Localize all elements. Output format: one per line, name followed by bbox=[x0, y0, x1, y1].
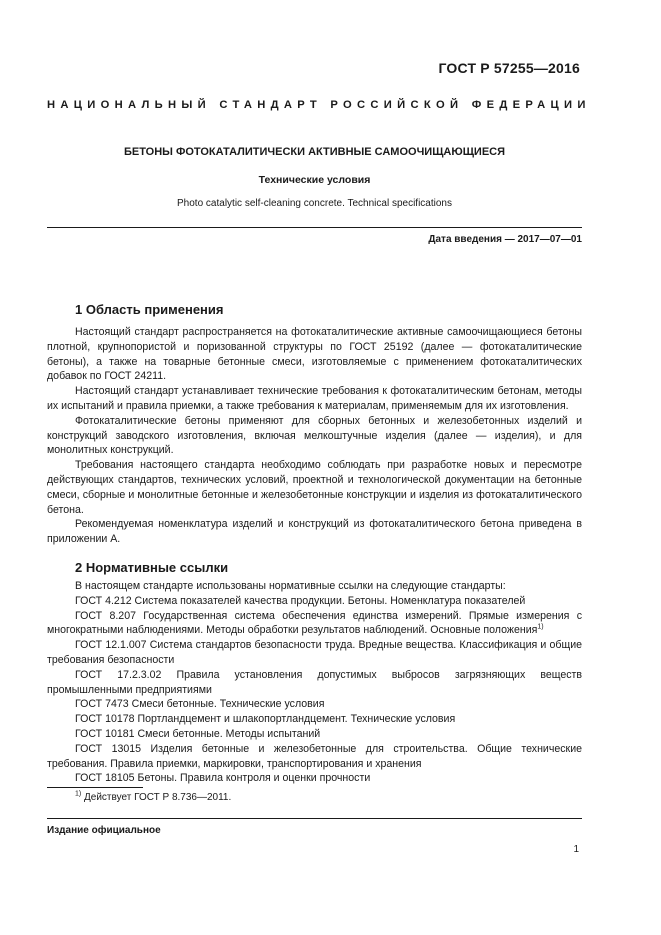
paragraph: Фотокаталитические бетоны применяют для сборных бетонных и железобетонных изделий и конструкций заводского изготовления, включая мелкоштучные изделия (далее — изделия), и для монолитных конструкций. bbox=[47, 414, 582, 457]
paragraph: Требования настоящего стандарта необходимо соблюдать при разработке новых и пересмотре действующих стандартов, технических условий, проектной и технологической документации на бетонные смеси, сборные и монолитные бетонные и железобетонные конструкции и изделия из фотокаталитического бетона. bbox=[47, 459, 582, 516]
footnote: $^{1)}$ Действует ГОСТ Р 8.736—2011. bbox=[75, 790, 232, 803]
footnote-divider bbox=[47, 787, 143, 788]
footnote-reference: 1) bbox=[537, 623, 544, 631]
reference-item: ГОСТ 10181 Смеси бетонные. Методы испытаний bbox=[75, 727, 321, 740]
page-number: 1 bbox=[573, 844, 579, 855]
header-divider bbox=[47, 227, 582, 228]
footnote-mark: 1) bbox=[75, 790, 82, 798]
document-code: ГОСТ Р 57255—2016 bbox=[438, 60, 580, 76]
section-2-heading: 2 Нормативные ссылки bbox=[75, 560, 229, 575]
reference-item: ГОСТ 4.212 Система показателей качества продукции. Бетоны. Номенклатура показателей bbox=[75, 594, 526, 607]
reference-item: ГОСТ 18105 Бетоны. Правила контроля и оценки прочности bbox=[75, 772, 371, 785]
section-1-heading: 1 Область применения bbox=[75, 302, 224, 317]
english-title: Photo catalytic self-cleaning concrete. Technical specifications bbox=[177, 198, 452, 209]
footer-divider bbox=[47, 818, 582, 819]
reference-item: ГОСТ 10178 Портландцемент и шлакопортландцемент. Технические условия bbox=[75, 713, 456, 726]
document-subtitle: Технические условия bbox=[258, 174, 371, 186]
reference-item: ГОСТ 7473 Смеси бетонные. Технические условия bbox=[75, 698, 325, 711]
section-2-body bbox=[47, 579, 582, 786]
reference-item: ГОСТ 17.2.3.02 Правила установления допустимых выбросов загрязняющих веществ промышленными предприятиями bbox=[47, 668, 582, 696]
section-1-body bbox=[47, 325, 582, 547]
national-standard-banner: НАЦИОНАЛЬНЫЙ СТАНДАРТ РОССИЙСКОЙ ФЕДЕРАЦИИ bbox=[47, 99, 591, 111]
paragraph: Рекомендуемая номенклатура изделий и конструкций из фотокаталитического бетона приведена в приложении А. bbox=[47, 518, 582, 546]
paragraph: В настоящем стандарте использованы нормативные ссылки на следующие стандарты: bbox=[75, 580, 506, 592]
reference-item: ГОСТ 8.207 Государственная система обеспечения единства измерений. Прямые измерения с многократными наблюдениями. Методы обработки результатов наблюдений. Основные положения$^{1)}$ bbox=[47, 609, 582, 637]
document-title: БЕТОНЫ ФОТОКАТАЛИТИЧЕСКИ АКТИВНЫЕ САМООЧИЩАЮЩИЕСЯ bbox=[123, 146, 506, 158]
reference-item: ГОСТ 13015 Изделия бетонные и железобетонные для строительства. Общие технические требования. Правила приемки, маркировки, транспортирования и хранения bbox=[47, 742, 582, 770]
paragraph: Настоящий стандарт распространяется на фотокаталитические активные самоочищающиеся бетоны плотной, крупнопористой и поризованной структуры по ГОСТ 25192 (далее — фотокаталитические бетоны), а также на товарные бетонные смеси, изготовляемые с применением фотокаталитических добавок по ГОСТ 24211. bbox=[47, 326, 582, 383]
reference-item: ГОСТ 12.1.007 Система стандартов безопасности труда. Вредные вещества. Классификация и общие требования безопасности bbox=[47, 639, 582, 666]
edition-label: Издание официальное bbox=[47, 825, 161, 836]
paragraph: Настоящий стандарт устанавливает технические требования к фотокаталитическим бетонам, методы их испытаний и правила приемки, а также требования к материалам, применяемым для их изготовления. bbox=[47, 385, 582, 412]
introduction-date: Дата введения — 2017—07—01 bbox=[428, 234, 582, 245]
